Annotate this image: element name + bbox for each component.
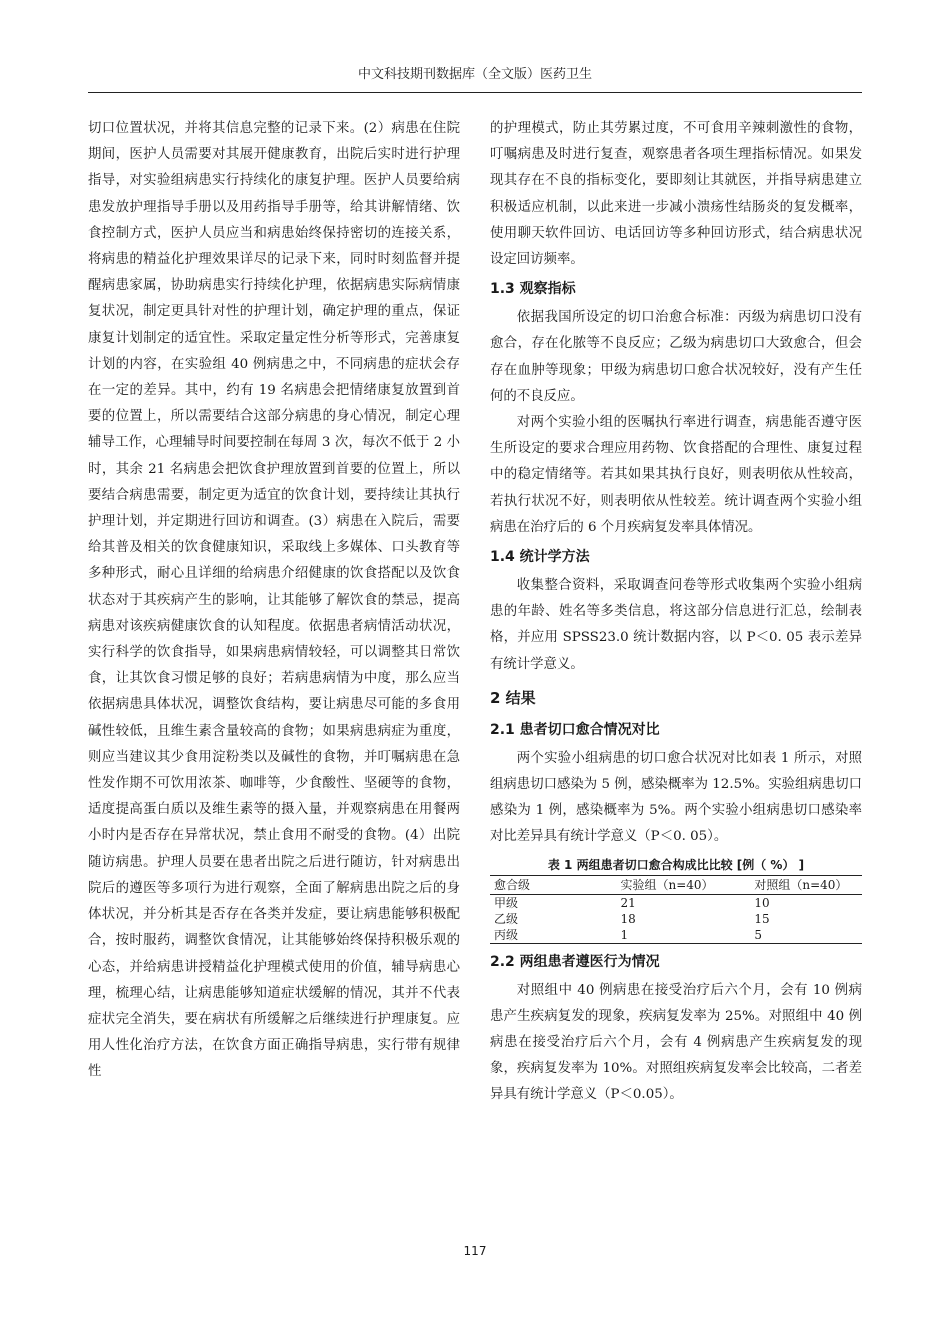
left-column [88, 116, 460, 1086]
body-paragraph: 依据我国所设定的切口治愈合标准：丙级为病患切口没有愈合，存在化脓等不良反应；乙级为病患切口大致愈合，但会存在血肿等现象；甲级为病患切口愈合状况较好，没有产生任何的不良反应。 [490, 310, 862, 404]
table-cell: 丙级 [490, 927, 616, 944]
page-number: 117 [463, 1244, 487, 1258]
healing-table [490, 875, 862, 944]
body-paragraph: 收集整合资料，采取调查问卷等形式收集两个实验小组病患的年龄、姓名等多类信息，将这部分信息进行汇总，绘制表格，并应用 SPSS23.0 统计数据内容，以 P＜0. 05 表示差异有统计学意义。 [490, 578, 862, 672]
body-paragraph: 的护理模式，防止其劳累过度，不可食用辛辣刺激性的食物，叮嘱病患及时进行复查，观察患者各项生理指标情况。如果发现其存在不良的指标变化，要即刻让其就医，并指导病患建立积极适应机制，以此来进一步减小溃疡性结肠炎的复发概率，使用聊天软件回访、电话回访等多种回访形式，结合病患状况设定回访频率。 [490, 121, 862, 268]
table-row [490, 911, 862, 927]
table-caption: 表 1 两组患者切口愈合构成比比较 [例（ %） ] [547, 857, 805, 872]
table-cell: 15 [754, 911, 770, 926]
table-header-cell: 实验组（n=40） [616, 875, 750, 894]
section-heading-2-1: 2.1 患者切口愈合情况对比 [490, 721, 660, 738]
table-row [490, 894, 862, 911]
table-cell: 5 [750, 927, 862, 944]
table-header-cell: 对照组（n=40） [750, 875, 862, 894]
body-paragraph: 切口位置状况，并将其信息完整的记录下来。(2）病患在住院期间，医护人员需要对其展开健康教育，出院后实时进行护理指导，对实验组病患实行持续化的康复护理。医护人员要给病患发放护理指导手册以及用药指导手册等，给其讲解情绪、饮食控制方式，医护人员应当和病患始终保持密切的连接关系，将病患的精益化护理效果详尽的记录下来，同时时刻监督并提醒病患家属，协助病患实行持续化护理，依据病患实际病情康复状况，制定更具针对性的护理计划，确定护理的重点，保证康复计划制定的适宜性。采取定量定性分析等形式，完善康复计划的内容，在实验组 40 例病患之中，不同病患的症状会存在一定的差异。其中，约有 19 名病患会把情绪康复放置到首要的位置上，所以需要结合这部分病患的身心情况，制定心理辅导工作，心理辅导时间要控制在每周 3 次，每次不低于 2 小时，其余 21 名病患会把饮食护理放置到首要的位置上，所以要结合病患需要，制定更为适宜的饮食计划，要持续让其执行护理计划，并定期进行回访和调查。(3）病患在入院后，需要给其普及相关的饮食健康知识，采取线上多媒体、口头教育等多种形式，耐心且详细的给病患介绍健康的饮食搭配以及饮食状态对于其疾病产生的影响，让其能够了解饮食的禁忌，提高病患对该疾病健康饮食的认知程度。依据患者病情活动状况，实行科学的饮食指导，如果病患病情较轻，可以调整其日常饮食，让其饮食习惯足够的良好；若病患病情为中度，那么应当依据病患具体状况，调整饮食结构，要让病患尽可能的多食用碱性较低，且维生素含量较高的食物；如果病患病症为重度，则应当建议其少食用淀粉类以及碱性的食物，并叮嘱病患在急性发作期不可饮用浓茶、咖啡等，少食酸性、坚硬等的食物，适度提高蛋白质以及维生素等的摄入量，并观察病患在用餐两小时内是否存在异常状况，禁止食用不耐受的食物。(4）出院随访病患。护理人员要在患者出院之后进行随访，针对病患出院后的遵医等多项行为进行观察，全面了解病患出院之后的身体状况，并分析其是否存在各类并发症，要让病患能够积极配合，按时服药，调整饮食情况，让其能够始终保持积极乐观的心态，并给病患讲授精益化护理模式使用的价值，辅导病患心理，梳理心结，让病患能够知道症状缓解的情况，其并不代表症状完全消失，要在病状有所缓解之后继续进行护理康复。应用人性化治疗方法，在饮食方面正确指导病患，实行带有规律性 [88, 121, 460, 1080]
body-paragraph: 对照组中 40 例病患在接受治疗后六个月，会有 10 例病患产生疾病复发的现象，疾病复发率为 25%。对照组中 40 例病患在接受治疗后六个月，会有 4 例病患产生疾病复发的现象，疾病复发率为 10%。对照组疾病复发率会比较高，二者差异具有统计学意义（P＜0.05）。 [490, 982, 862, 1103]
table-cell: 1 [616, 927, 750, 944]
table-cell: 乙级 [494, 911, 519, 926]
section-heading-2: 2 结果 [490, 688, 536, 707]
section-heading-2-2: 2.2 两组患者遵医行为情况 [490, 953, 660, 970]
table-cell: 21 [620, 895, 636, 910]
table-cell: 10 [754, 895, 770, 910]
journal-title: 中文科技期刊数据库（全文版）医药卫生 [357, 67, 592, 82]
right-column [490, 116, 862, 1109]
table-header-cell: 愈合级 [490, 875, 616, 894]
table-header-row [490, 875, 862, 894]
section-heading-1-4: 1.4 统计学方法 [490, 549, 590, 566]
journal-header [88, 64, 862, 93]
body-paragraph: 两个实验小组病患的切口愈合状况对比如表 1 所示，对照组病患切口感染为 5 例，感染概率为 12.5%。实验组病患切口感染为 1 例，感染概率为 5%。两个实验小组病患切口感染率对比差异具有统计学意义（P＜0. 05）。 [490, 750, 862, 845]
table-cell: 甲级 [494, 895, 519, 910]
body-paragraph: 对两个实验小组的医嘱执行率进行调查，病患能否遵守医生所设定的要求合理应用药物、饮食搭配的合理性、康复过程中的稳定情绪等。若其如果其执行良好，则表明依从性较高，若执行状况不好，则表明依从性较差。统计调查两个实验小组病患在治疗后的 6 个月疾病复发率具体情况。 [490, 415, 862, 535]
table-cell: 18 [620, 911, 636, 926]
table-row [490, 927, 862, 944]
section-heading-1-3: 1.3 观察指标 [490, 281, 576, 298]
